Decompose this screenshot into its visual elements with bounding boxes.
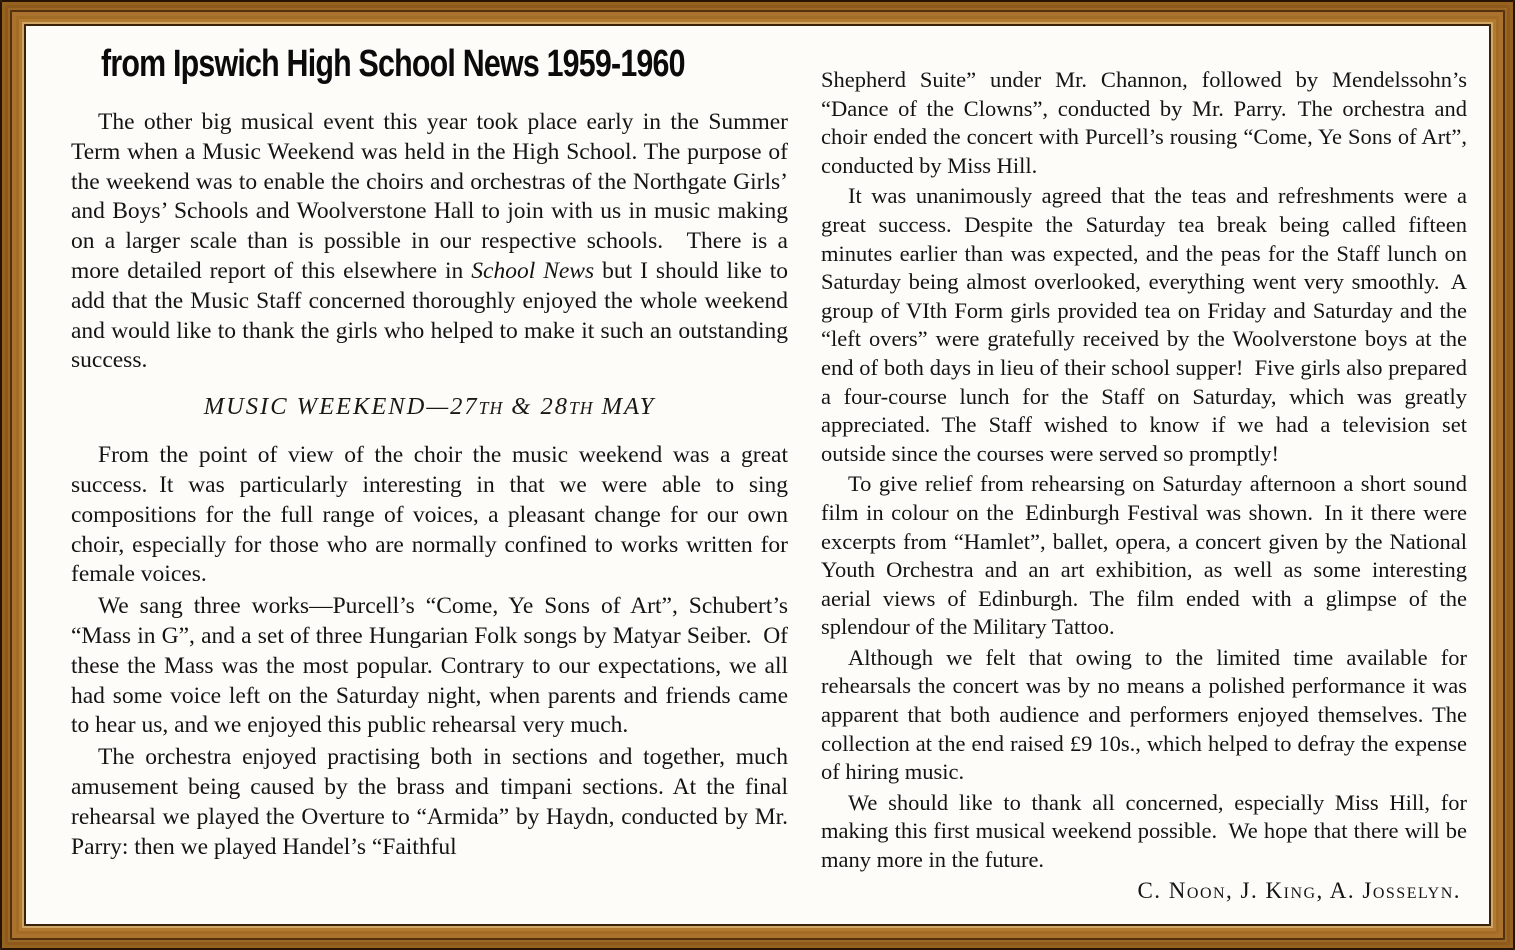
paragraph-three-works: We sang three works—Purcell’s “Come, Ye Sons of Art”, Schubert’s “Mass in G”, and a set of three Hungarian Folk songs by Matyar Seiber. Of these the Mass was the most popular. Contrary to our expectations, we all had some voice left on the Saturday night, when parents and friends came to hear us, and we enjoyed this public rehearsal very much. <box>71 593 788 739</box>
heading-text: MAY <box>593 393 656 421</box>
heading-ordinal: TH <box>478 398 504 419</box>
wood-frame-top <box>0 0 1515 26</box>
byline-signature: C. Noon, J. King, A. Josselyn. <box>1137 877 1461 903</box>
paragraph-text: The other big musical event this year took place early in the Summer Term when a Music Weekend was held in the High School. The purpose of the weekend was to enable the choirs and orchestras of the Northgate Girls’ and Boys’ Schools and Woolverstone Hall to join with us in music making on a larger scale than is possible in our respective schools. There is a more detailed report of this elsewhere in <box>71 109 788 284</box>
italic-school-news: School News <box>471 257 595 284</box>
heading-ordinal: TH <box>568 398 594 419</box>
paragraph-collection: Although we felt that owing to the limited time available for rehearsals the concert was by no means a polished performance it was apparent that both audience and performers enjoyed themselves. The collection at the end raised £9 10s., which helped to defray the expense of hiring music. <box>821 644 1467 785</box>
right-column <box>788 26 1489 924</box>
paragraph-shepherd-suite: Shepherd Suite” under Mr. Channon, followed by Mendelssohn’s “Dance of the Clowns”, conducted by Mr. Parry. The orchestra and choir ended the concert with Purcell’s rousing “Come, Ye Sons of Art”, conducted by Miss Hill. <box>821 67 1467 178</box>
wood-frame-left <box>0 0 26 950</box>
paragraph-orchestra: The orchestra enjoyed practising both in sections and together, much amusement being caused by the brass and timpani sections. At the final rehearsal we played the Overture to “Armida” by Haydn, conducted by Mr. Parry: then we played Handel’s “Faithful <box>71 744 788 860</box>
heading-text: MUSIC WEEKEND—27 <box>203 393 479 421</box>
paragraph-text: but I should like to add that the Music Staff concerned thoroughly enjoyed the whole weekend and would like to thank the girls who helped to make it such an outstanding success. <box>71 257 789 374</box>
paragraph-thanks: We should like to thank all concerned, especially Miss Hill, for making this first musical weekend possible. We hope that there will be many more in the future. <box>821 789 1467 873</box>
paragraph-teas: It was unanimously agreed that the teas and refreshments were a great success. Despite the Saturday tea break being called fifteen minutes earlier than was expected, and the peas for the Staff lunch on Saturday being almost overlooked, everything went very smoothly. A group of VIth Form girls provided tea on Friday and Saturday and the “left overs” were gratefully received by the Woolverstone boys at the end of both days in lieu of their school supper! Five girls also prepared a four-course lunch for the Staff on Saturday, which was greatly appreciated. The Staff wished to know if we had a television set outside since the courses were served so promptly! <box>821 183 1467 466</box>
paragraph-film: To give relief from rehearsing on Saturday afternoon a short sound film in colour on the Edinburgh Festival was shown. In it there were excerpts from “Hamlet”, ballet, opera, a concert given by the National Youth Orchestra and an art exhibition, as well as some interesting aerial views of Edinburgh. The film ended with a glimpse of the splendour of the Military Tattoo. <box>821 471 1467 640</box>
page-title: from Ipswich High School News 1959-1960 <box>101 43 685 85</box>
paragraph-intro <box>71 108 788 376</box>
heading-text: & 28 <box>503 393 569 421</box>
left-column <box>26 26 788 924</box>
paragraph-choir-view: From the point of view of the choir the music weekend was a great success. It was particularly interesting in that we were able to sing compositions for the full range of voices, a pleasant change for our own choir, especially for those who are normally confined to works written for female voices. <box>71 442 788 588</box>
wood-frame-bottom <box>0 924 1515 950</box>
wood-frame-right <box>1489 0 1515 950</box>
article-page <box>26 26 1489 924</box>
section-heading-music-weekend <box>71 392 788 423</box>
